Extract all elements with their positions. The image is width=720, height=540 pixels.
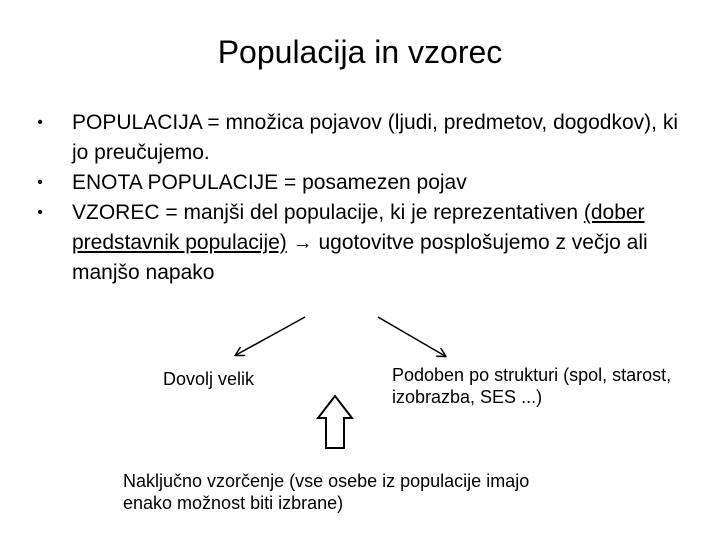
bullet-term: POPULACIJA = <box>72 111 226 134</box>
underlined-phrase: (dober predstavnik populacije) <box>72 201 645 254</box>
bullet-marker: • <box>37 114 43 131</box>
bullet-term: ENOTA POPULACIJE = <box>72 171 303 194</box>
arrow-down-right-icon <box>378 317 445 356</box>
label-podoben-po-strukturi: Podoben po strukturi (spol, starost, izobrazba, SES ...) <box>392 365 672 407</box>
bullet-text: manjši del populacije, ki je reprezentativen <box>183 201 584 224</box>
page-title: Populacija in vzorec <box>217 34 503 70</box>
bullet-text: posamezen pojav <box>302 171 467 194</box>
bullet-marker: • <box>37 174 43 191</box>
bullet-text: množica pojavov (ljudi, predmetov, dogodkov), ki jo preučujemo. <box>72 111 678 164</box>
hollow-up-arrow-icon <box>318 396 352 448</box>
label-dovolj-velik: Dovolj velik <box>163 369 255 389</box>
label-nakljucno-vzorcenje: Naključno vzorčenje (vse osebe iz populacije imajo enako možnost biti izbrane) <box>123 471 530 513</box>
bullet-rest: ugotovitve posplošujemo z večjo ali manjšo napako <box>72 231 648 284</box>
arrow-right-icon: → <box>292 232 313 254</box>
arrow-down-left-icon <box>236 317 305 355</box>
bullet-marker: • <box>37 204 43 221</box>
bullet-term: VZOREC = <box>72 201 184 224</box>
